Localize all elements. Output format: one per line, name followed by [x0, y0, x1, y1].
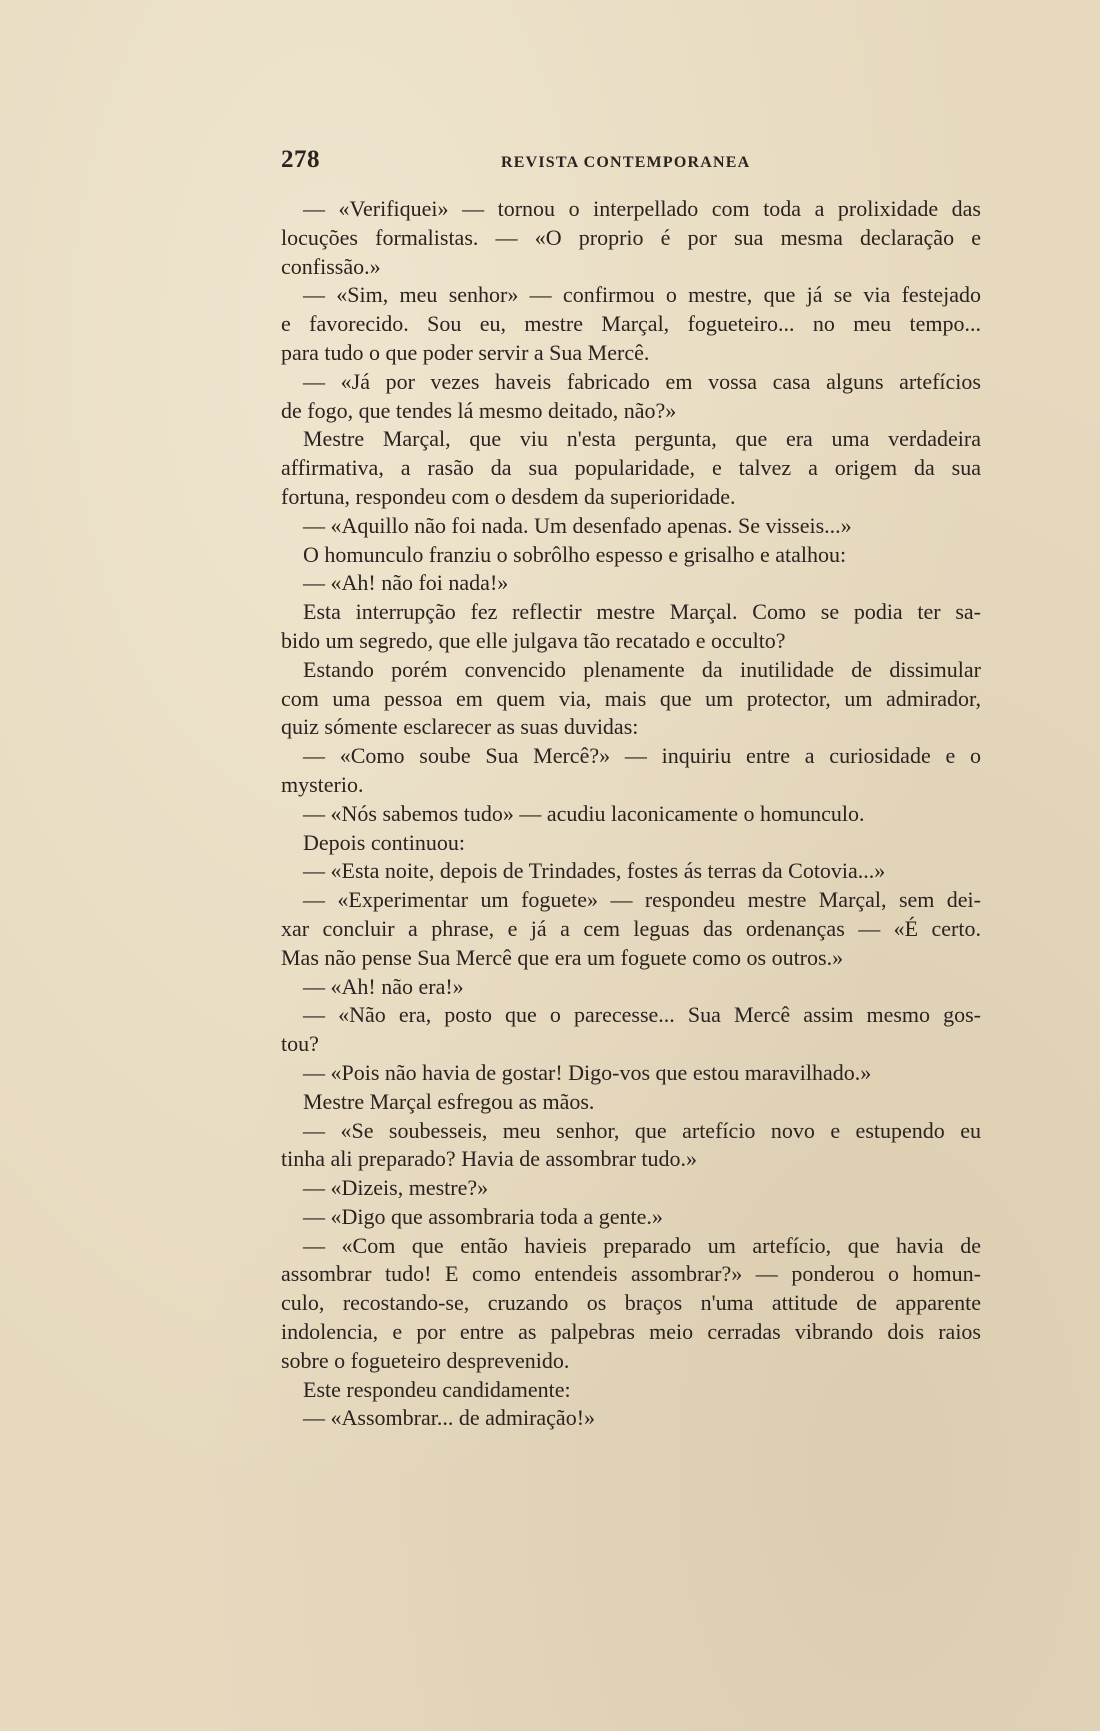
text-line: Mestre Marçal, que viu n'esta pergunta, que era uma verdadeira	[303, 426, 981, 452]
text-line: — «Como soube Sua Mercê?» — inquiriu entre a curiosidade e o	[303, 743, 981, 769]
body-text	[281, 195, 981, 1433]
text-line: — «Ah! não foi nada!»	[303, 570, 509, 596]
text-line: Mestre Marçal esfregou as mãos.	[303, 1088, 595, 1114]
text-line: — «Já por vezes haveis fabricado em vossa casa alguns artefícios	[303, 368, 981, 394]
running-title: REVISTA CONTEMPORANEA	[501, 154, 751, 171]
text-line: xar concluir a phrase, e já a cem leguas das ordenanças — «É certo.	[281, 915, 981, 941]
text-line: — «Assombrar... de admiração!»	[303, 1405, 596, 1431]
text-line: — «Sim, meu senhor» — confirmou o mestre, que já se via festejado	[303, 282, 981, 308]
text-line: com uma pessoa em quem via, mais que um protector, um admirador,	[281, 685, 981, 711]
page-number: 278	[281, 146, 320, 173]
text-line: — «Esta noite, depois de Trindades, fostes ás terras da Cotovia...»	[303, 858, 886, 884]
text-line: — «Digo que assombraria toda a gente.»	[303, 1203, 663, 1229]
text-line: de fogo, que tendes lá mesmo deitado, não?»	[281, 397, 677, 423]
text-line: Esta interrupção fez reflectir mestre Marçal. Como se podia ter sa-	[303, 599, 981, 625]
text-line: para tudo o que poder servir a Sua Mercê.	[281, 339, 650, 365]
text-line: assombrar tudo! E como entendeis assombrar?» — ponderou o homun-	[281, 1261, 981, 1287]
text-line: — «Se soubesseis, meu senhor, que artefício novo e estupendo eu	[303, 1117, 981, 1143]
text-line: Este respondeu candidamente:	[303, 1376, 571, 1402]
text-line: — «Aquillo não foi nada. Um desenfado apenas. Se visseis...»	[303, 512, 852, 538]
text-line: Mas não pense Sua Mercê que era um foguete como os outros.»	[281, 944, 844, 970]
text-line: sobre o fogueteiro desprevenido.	[281, 1347, 570, 1373]
text-line: culo, recostando-se, cruzando os braços n'uma attitude de apparente	[281, 1290, 981, 1316]
page-header	[281, 146, 981, 182]
text-line: — «Verifiquei» — tornou o interpellado com toda a prolixidade das	[303, 196, 981, 221]
text-line: — «Não era, posto que o parecesse... Sua Mercê assim mesmo gos-	[303, 1002, 981, 1028]
text-line: mysterio.	[281, 771, 364, 797]
text-line: bido um segredo, que elle julgava tão recatado e occulto?	[281, 627, 786, 653]
text-line: indolencia, e por entre as palpebras meio cerradas vibrando dois raios	[281, 1319, 981, 1345]
text-line: Estando porém convencido plenamente da inutilidade de dissimular	[303, 656, 981, 682]
text-line: — «Nós sabemos tudo» — acudiu laconicamente o homunculo.	[303, 800, 865, 826]
text-line: O homunculo franziu o sobrôlho espesso e grisalho e atalhou:	[303, 541, 847, 567]
text-line: confissão.»	[281, 253, 381, 279]
text-line: e favorecido. Sou eu, mestre Marçal, fogueteiro... no meu tempo...	[281, 311, 981, 337]
text-line: — «Pois não havia de gostar! Digo-vos que estou maravilhado.»	[303, 1059, 872, 1085]
text-line: — «Dizeis, mestre?»	[303, 1175, 489, 1201]
text-line: quiz sómente esclarecer as suas duvidas:	[281, 714, 639, 740]
text-line: fortuna, respondeu com o desdem da superioridade.	[281, 483, 736, 509]
text-line: Depois continuou:	[303, 829, 465, 855]
text-line: — «Ah! não era!»	[303, 973, 464, 999]
text-line: — «Com que então havieis preparado um artefício, que havia de	[303, 1232, 981, 1258]
text-line: locuções formalistas. — «O proprio é por sua mesma declaração e	[281, 224, 981, 250]
text-line: tinha ali preparado? Havia de assombrar tudo.»	[281, 1146, 698, 1172]
text-line: tou?	[281, 1031, 319, 1057]
text-line: affirmativa, a rasão da sua popularidade, e talvez a origem da sua	[281, 455, 981, 481]
text-line: — «Experimentar um foguete» — respondeu mestre Marçal, sem dei-	[303, 887, 981, 913]
